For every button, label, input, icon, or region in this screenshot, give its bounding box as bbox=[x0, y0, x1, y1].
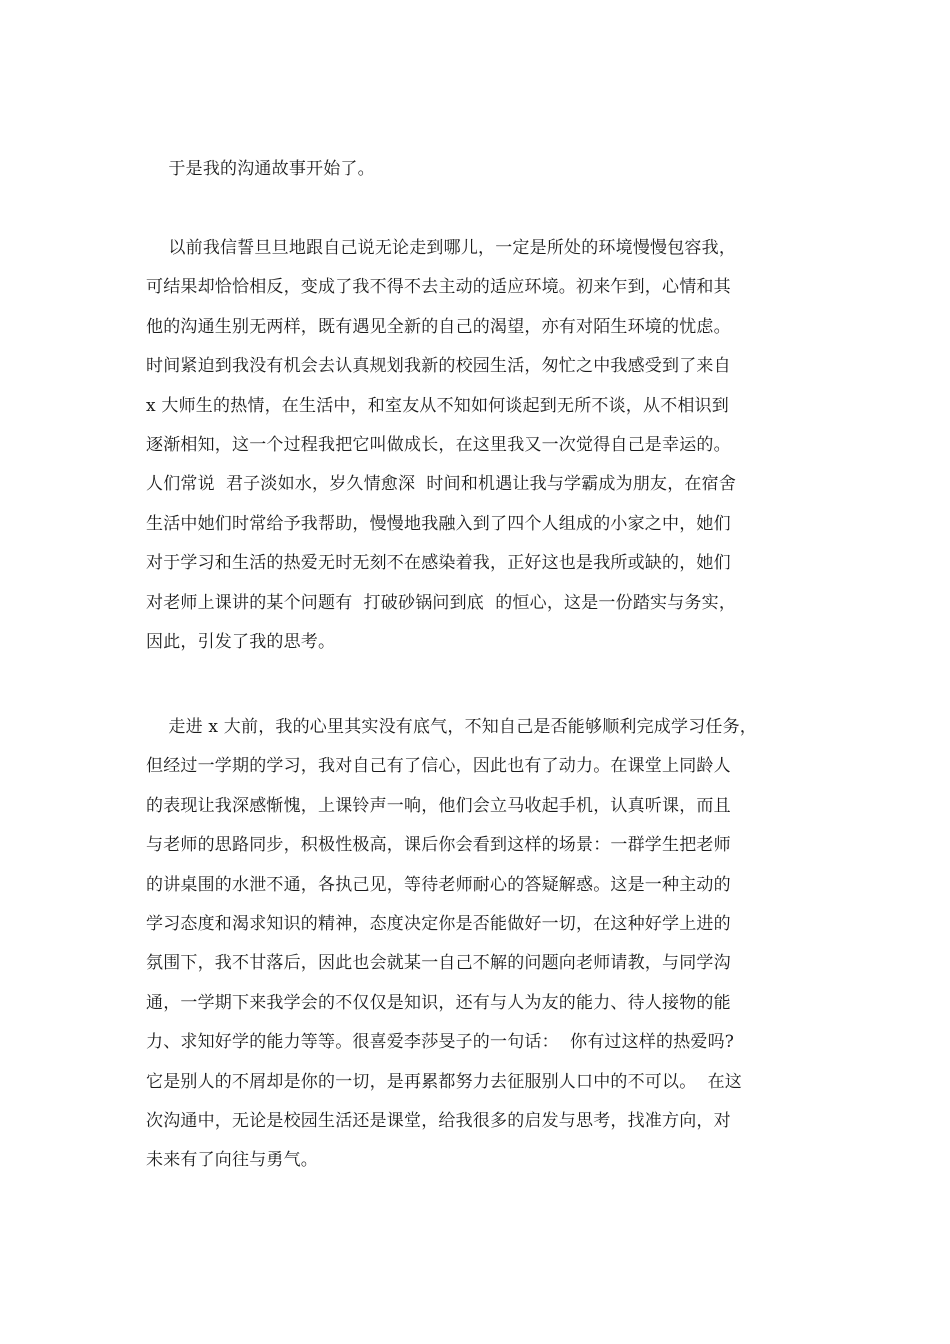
text-line: 走进 x 大前，我的心里其实没有底气，不知自己是否能够顺利完成学习任务， bbox=[146, 717, 758, 737]
text-line: 通，一学期下来我学会的不仅仅是知识，还有与人为友的能力、待人接物的能 bbox=[146, 992, 731, 1013]
text-line: 它是别人的不屑却是你的一切，是再累都努力去征服别人口中的不可以。 在这 bbox=[146, 1071, 743, 1092]
text-line: 次沟通中，无论是校园生活还是课堂，给我很多的启发与思考，找准方向，对 bbox=[146, 1110, 731, 1131]
text-line: 他的沟通生别无两样，既有遇见全新的自己的渴望，亦有对陌生环境的忧虑。 bbox=[146, 316, 731, 337]
text-line: 时间紧迫到我没有机会去认真规划我新的校园生活，匆忙之中我感受到了来自 bbox=[146, 356, 731, 377]
text-line: 力、求知好学的能力等等。很喜爱李莎旻子的一句话： 你有过这样的热爱吗? bbox=[146, 1032, 735, 1053]
text-line: 可结果却恰恰相反，变成了我不得不去主动的适应环境。初来乍到，心情和其 bbox=[146, 277, 731, 298]
paragraph-2 bbox=[146, 229, 846, 662]
paragraph-3 bbox=[146, 708, 846, 1181]
text-line: 的讲桌围的水泄不通，各执己见，等待老师耐心的答疑解惑。这是一种主动的 bbox=[146, 874, 731, 895]
paragraph-1 bbox=[146, 150, 846, 189]
text-line: 的表现让我深感惭愧，上课铃声一响，他们会立马收起手机，认真听课，而且 bbox=[146, 795, 731, 816]
text-line: 生活中她们时常给予我帮助，慢慢地我融入到了四个人组成的小家之中，她们 bbox=[146, 513, 731, 534]
text-line: x 大师生的热情，在生活中，和室友从不知如何谈起到无所不谈，从不相识到 bbox=[146, 395, 729, 416]
text-line: 氛围下，我不甘落后，因此也会就某一自己不解的问题向老师请教，与同学沟 bbox=[146, 953, 731, 974]
text-line: 以前我信誓旦旦地跟自己说无论走到哪儿，一定是所处的环境慢慢包容我， bbox=[146, 238, 737, 258]
text-line: 但经过一学期的学习，我对自己有了信心，因此也有了动力。在课堂上同龄人 bbox=[146, 756, 731, 777]
text-line: 学习态度和渴求知识的精神，态度决定你是否能做好一切，在这种好学上进的 bbox=[146, 913, 731, 934]
text-line: 因此，引发了我的思考。 bbox=[146, 631, 336, 652]
text-line: 逐渐相知，这一个过程我把它叫做成长，在这里我又一次觉得自己是幸运的。 bbox=[146, 434, 731, 455]
text-line: 人们常说 君子淡如水，岁久情愈深 时间和机遇让我与学霸成为朋友，在宿舍 bbox=[146, 474, 737, 495]
text-line: 于是我的沟通故事开始了。 bbox=[146, 159, 375, 179]
text-line: 对于学习和生活的热爱无时无刻不在感染着我，正好这也是我所或缺的，她们 bbox=[146, 553, 731, 574]
text-line: 未来有了向往与勇气。 bbox=[146, 1150, 318, 1171]
text-line: 对老师上课讲的某个问题有 打破砂锅问到底 的恒心，这是一份踏实与务实， bbox=[146, 592, 737, 613]
text-line: 与老师的思路同步，积极性极高，课后你会看到这样的场景：一群学生把老师 bbox=[146, 835, 731, 856]
